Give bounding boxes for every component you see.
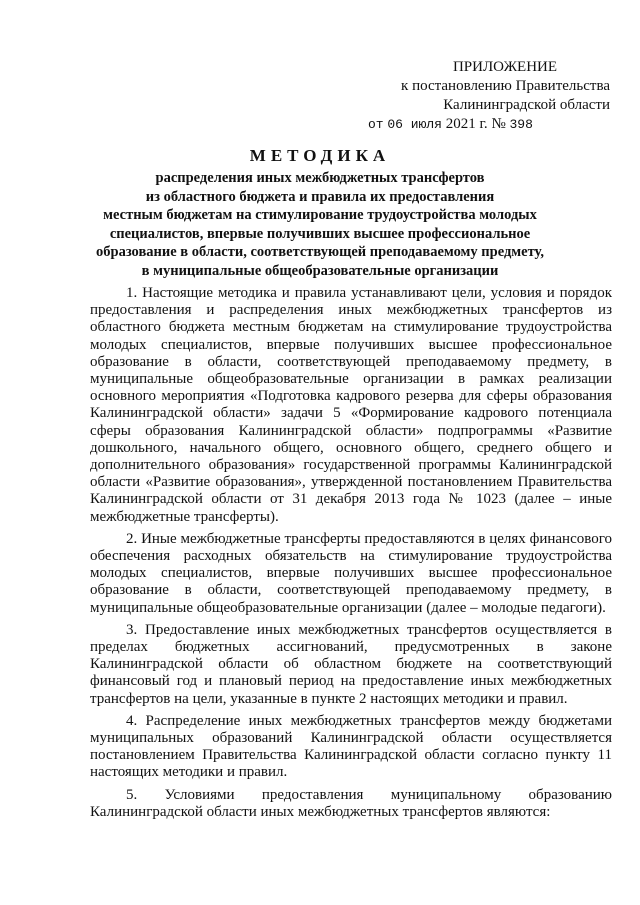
decree-number: 398 [509,117,533,132]
decree-number-sign: № [491,116,506,132]
decree-from: от [368,117,384,132]
subtitle-line: образование в области, соответствующей преподаваемому предмету, [96,244,544,261]
subtitle-line: распределения иных межбюджетных трансфертов [155,170,485,186]
appendix-line-1: к постановлению Правительства [401,78,610,94]
subtitle-line: местным бюджетам на стимулирование трудоустройства молодых [103,207,537,224]
decree-year: 2021 г. [445,116,488,132]
subtitle-line: из областного бюджета и правила их предоставления [145,188,495,205]
appendix-decree [360,115,610,134]
paragraph-5: 5. Условиями предоставления муниципальному образованию Калининградской области иных межбюджетных трансфертов являются: [90,786,612,820]
document-body [90,285,612,826]
paragraph-4: 4. Распределение иных межбюджетных трансфертов между бюджетами муниципальных образований Калининградской области осуществляется постановлением Правительства Калининградской области согласно пункту 11 настоящих методики и правил. [90,712,612,781]
appendix-line-2: Калининградской области [443,97,610,113]
paragraph-2: 2. Иные межбюджетные трансферты предоставляются в целях финансового обеспечения расходных обязательств на стимулирование трудоустройства молодых специалистов, впервые получивших высшее профессиональное образование в области, соответствующей преподаваемому предмету, в муниципальные общеобразовательные организации (далее – молодые педагоги). [90,530,612,616]
appendix-title: ПРИЛОЖЕНИЕ [452,59,558,75]
paragraph-1: 1. Настоящие методика и правила устанавливают цели, условия и порядок предоставления и распределения иных межбюджетных трансфертов из областного бюджета местным бюджетам на стимулирование трудоустройства молодых специалистов, впервые получивших высшее профессиональное образование в области, соответствующей преподаваемому предмету, в муниципальные общеобразовательные организации в рамках реализации основного мероприятия «Подготовка кадрового резерва для сферы образования Калининградской области» задачи 5 «Формирование кадрового потенциала сферы образования Калининградской области» подпрограммы «Развитие дошкольного, начального общего, основного общего, среднего общего и дополнительного образования» государственной программы Калининградской области «Развитие образования», утвержденной постановлением Правительства Калининградской области от 31 декабря 2013 года № 1023 (далее – иные межбюджетные трансферты). [90,285,612,525]
appendix-block [360,58,610,134]
document-heading [60,145,580,281]
document-title: МЕТОДИКА [249,146,391,165]
subtitle-line: в муниципальные общеобразовательные организации [141,262,499,279]
paragraph-3: 3. Предоставление иных межбюджетных трансфертов осуществляется в пределах бюджетных ассигнований, предусмотренных в законе Калининградской области об областном бюджете на соответствующий финансовый год и плановый период на предоставление иных межбюджетных трансфертов на цели, указанные в пункте 2 настоящих методики и правил. [90,621,612,707]
subtitle-line: специалистов, впервые получивших высшее профессиональное [109,225,531,242]
decree-date: 06 июля [387,117,442,132]
